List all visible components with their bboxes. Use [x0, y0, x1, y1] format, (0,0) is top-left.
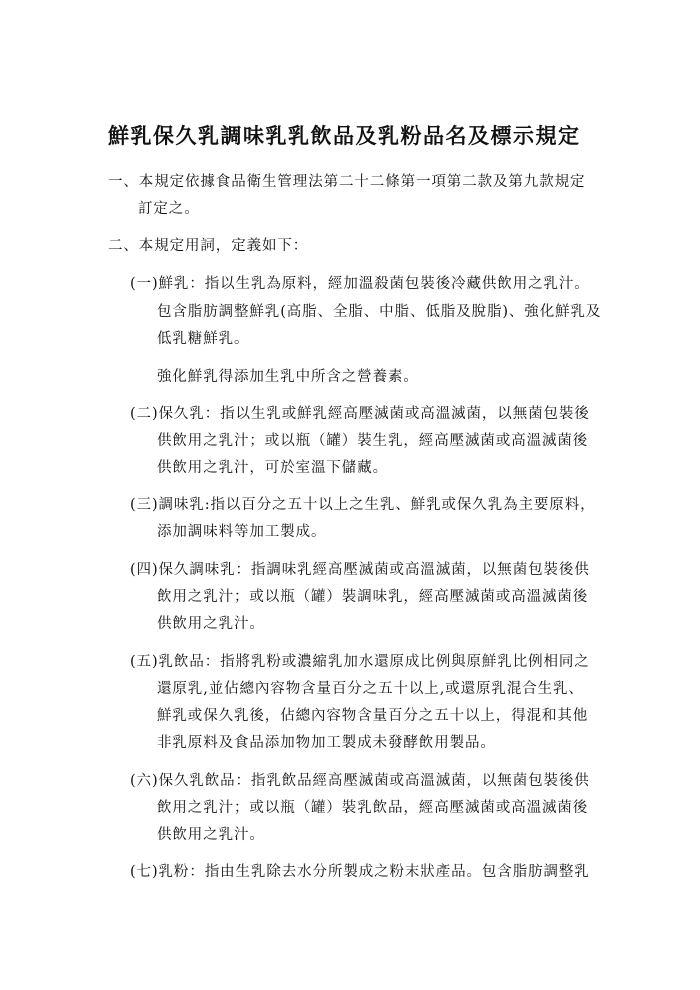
item-4-line-3: 供飲用之乳汁。: [157, 616, 265, 632]
item-1-line-1: (一)鮮乳：指以生乳為原料，經加溫殺菌包裝後冷藏供飲用之乳汁。: [130, 276, 590, 292]
article-2-intro: 二、本規定用詞，定義如下：: [108, 238, 309, 254]
item-5-line-1: (五)乳飲品：指將乳粉或濃縮乳加水還原成比例與原鮮乳比例相同之: [130, 654, 590, 670]
item-5-line-3: 鮮乳或保久乳後，佔總內容物含量百分之五十以上，得混和其他: [157, 708, 589, 724]
item-2-line-3: 供飲用之乳汁，可於室溫下儲藏。: [157, 460, 388, 476]
item-4-line-1: (四)保久調味乳：指調味乳經高壓滅菌或高溫滅菌，以無菌包裝後供: [130, 562, 590, 578]
item-5-line-4: 非乳原料及食品添加物加工製成未發酵飲用製品。: [157, 735, 496, 751]
article-1-line-2: 訂定之。: [138, 201, 200, 217]
item-5-line-2: 還原乳,並佔總內容物含量百分之五十以上,或還原乳混合生乳、: [157, 681, 584, 697]
item-3-line-1: (三)調味乳:指以百分之五十以上之生乳、鮮乳或保久乳為主要原料，: [130, 497, 596, 513]
item-6-line-2: 飲用之乳汁；或以瓶（罐）裝乳飲品，經高壓滅菌或高溫滅菌後: [157, 800, 589, 816]
item-4-line-2: 飲用之乳汁；或以瓶（罐）裝調味乳，經高壓滅菌或高溫滅菌後: [157, 589, 589, 605]
document-title: 鮮乳保久乳調味乳乳飲品及乳粉品名及標示規定: [108, 123, 581, 148]
item-6-line-1: (六)保久乳飲品：指乳飲品經高壓滅菌或高溫滅菌，以無菌包裝後供: [130, 773, 590, 789]
item-1-line-3: 低乳糖鮮乳。: [157, 331, 250, 347]
item-3-line-2: 添加調味料等加工製成。: [157, 524, 327, 540]
item-2-line-1: (二)保久乳：指以生乳或鮮乳經高壓滅菌或高溫滅菌，以無菌包裝後: [130, 406, 590, 422]
article-1-line-1: 一、本規定依據食品衛生管理法第二十二條第一項第二款及第九款規定: [108, 174, 586, 190]
item-1-note: 強化鮮乳得添加生乳中所含之營養素。: [157, 369, 419, 385]
item-7-line-1: (七)乳粉：指由生乳除去水分所製成之粉末狀產品。包含脂肪調整乳: [130, 864, 590, 880]
item-6-line-3: 供飲用之乳汁。: [157, 827, 265, 843]
item-2-line-2: 供飲用之乳汁；或以瓶（罐）裝生乳，經高壓滅菌或高溫滅菌後: [157, 433, 589, 449]
item-1-line-2: 包含脂肪調整鮮乳(高脂、全脂、中脂、低脂及脫脂)、強化鮮乳及: [157, 304, 602, 320]
